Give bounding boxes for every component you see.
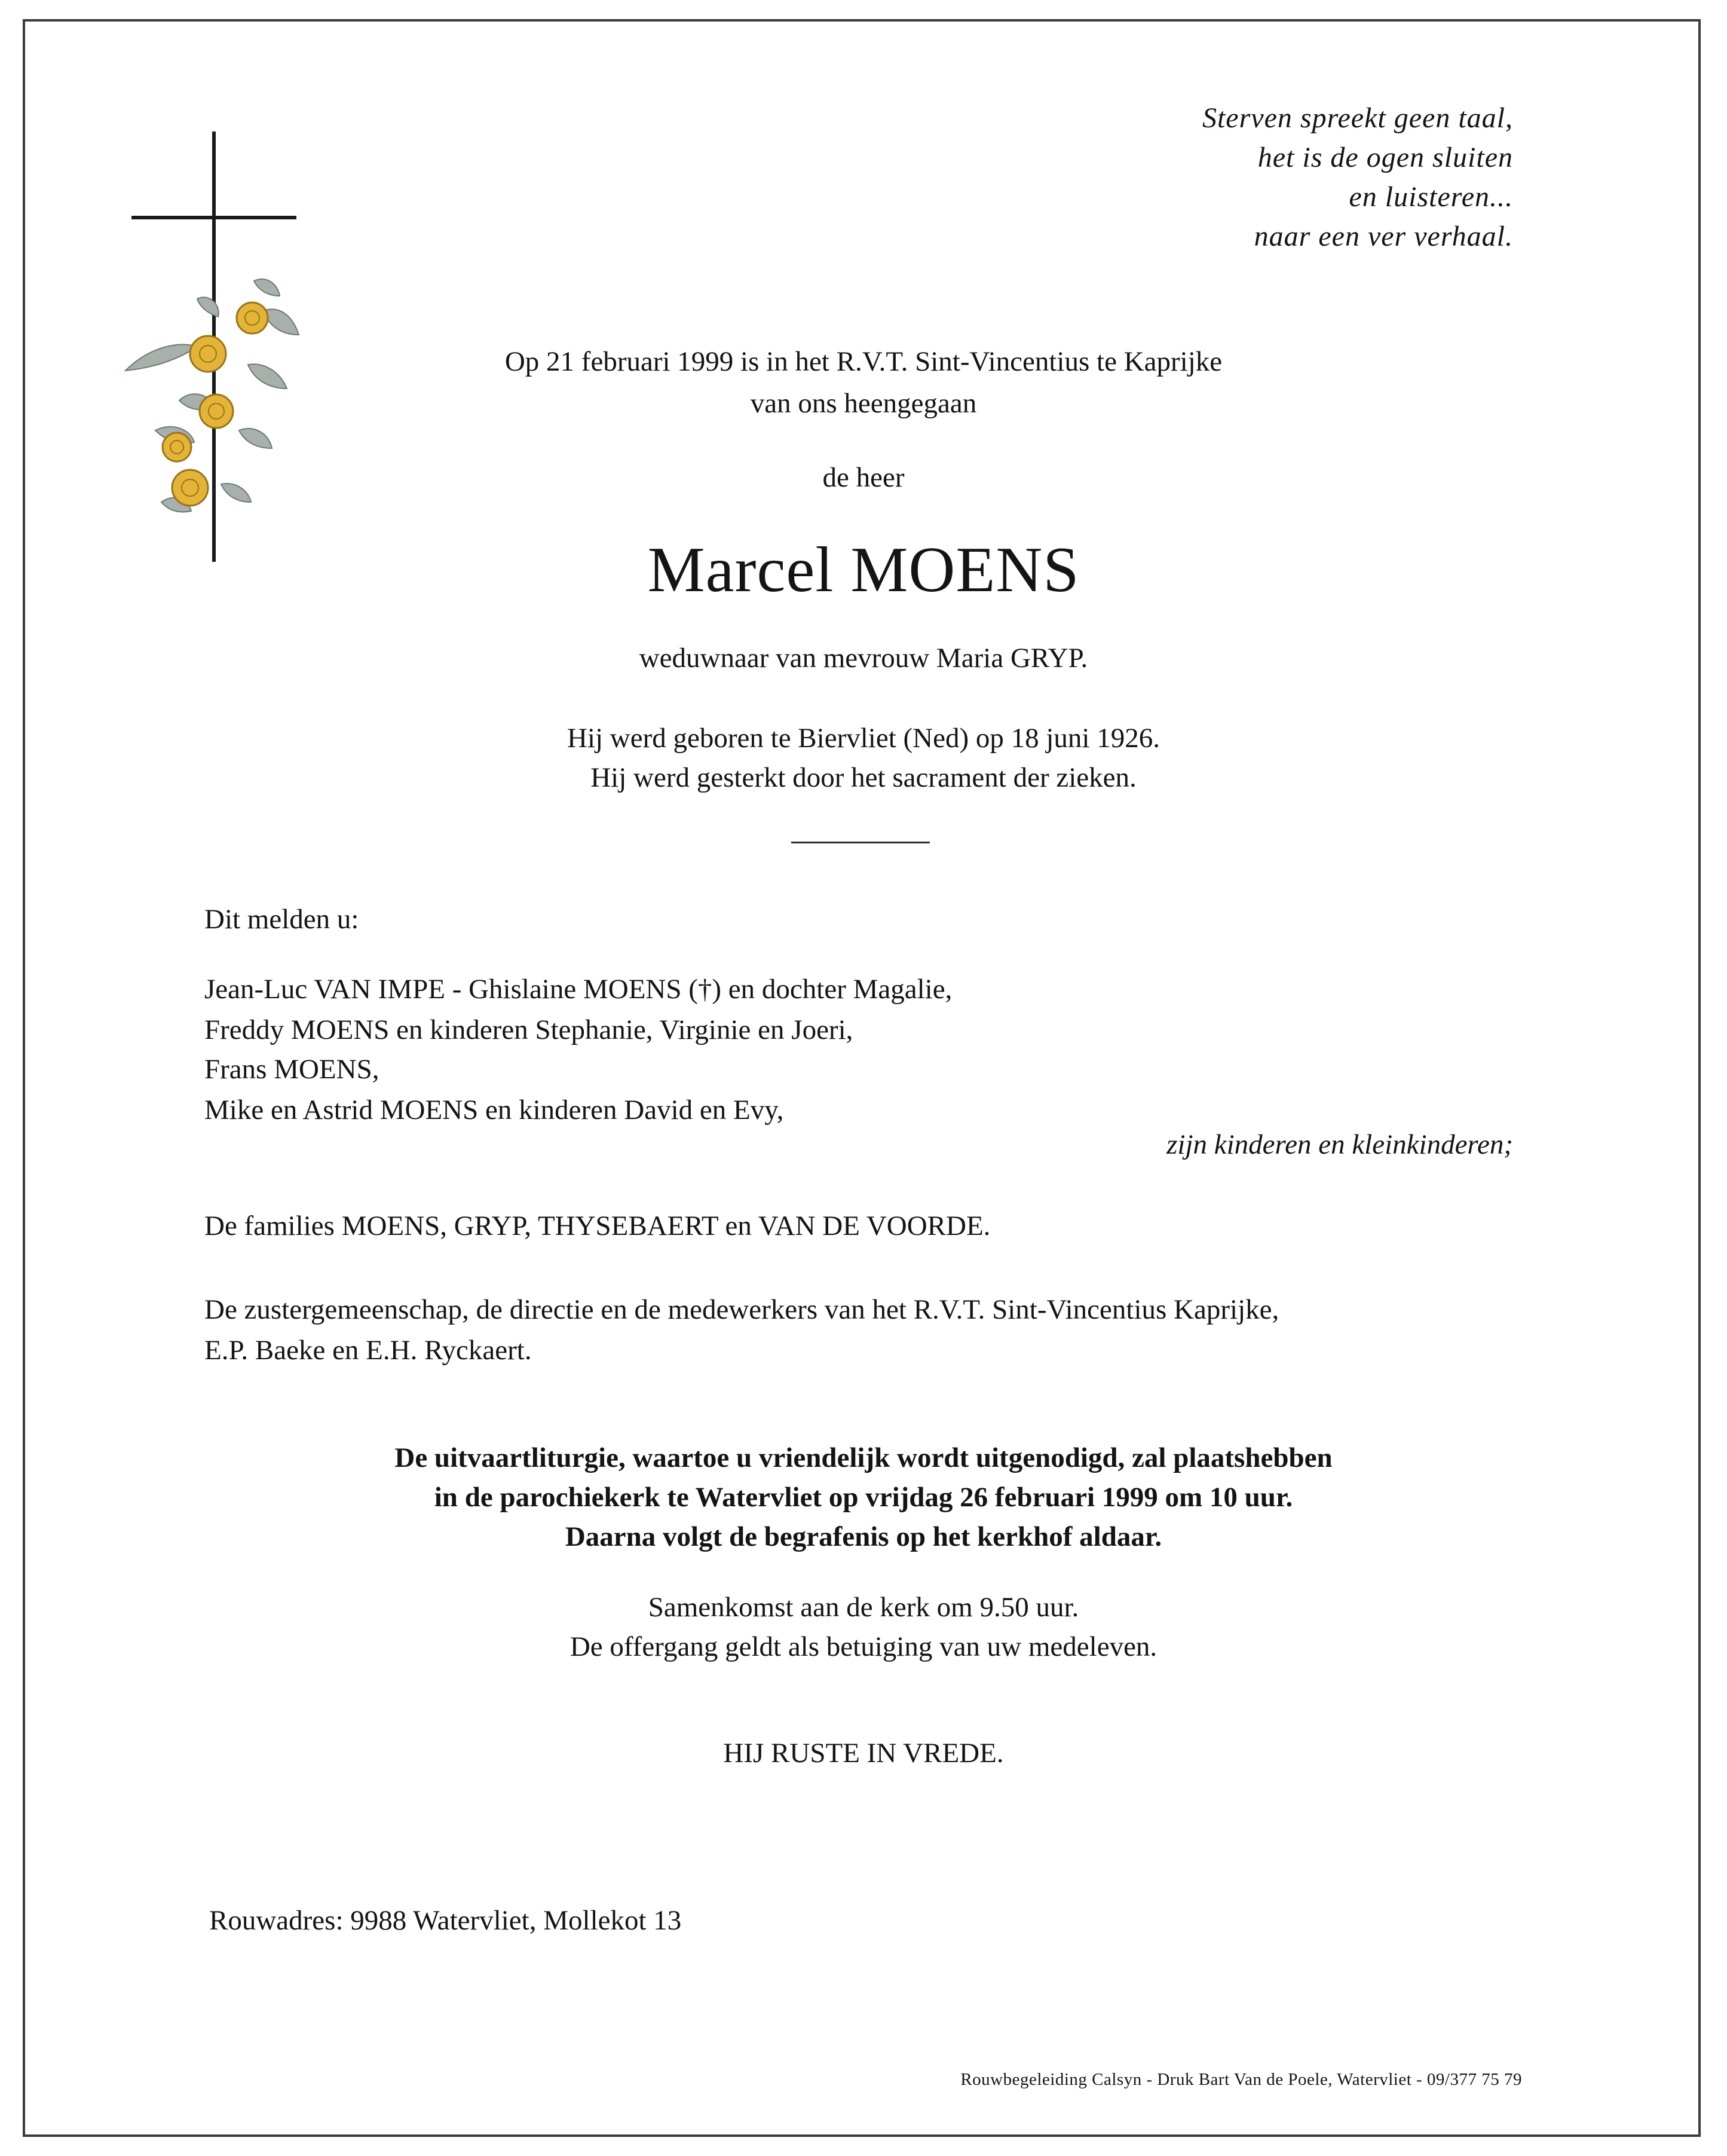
announcement-title: de heer (822, 462, 905, 493)
poem-line: naar een ver verhaal. (1254, 221, 1513, 252)
mourning-address: Rouwadres: 9988 Watervliet, Mollekot 13 (209, 1905, 682, 1936)
poem (1202, 99, 1513, 256)
funeral-line1: De uitvaartliturgie, waartoe u vriendelijk wordt uitgenodigd, zal plaatshebben (394, 1442, 1333, 1473)
poem-line: en luisteren... (1349, 181, 1513, 213)
families-line: De families MOENS, GRYP, THYSEBAERT en VAN DE VOORDE. (204, 1210, 991, 1241)
announcement-line1: Op 21 februari 1999 is in het R.V.T. Sint-Vincentius te Kaprijke (504, 346, 1223, 377)
community-line1: De zustergemeenschap, de directie en de medewerkers van het R.V.T. Sint-Vincentius Kaprijke, (204, 1294, 1279, 1325)
funeral-line2: in de parochiekerk te Watervliet op vrijdag 26 februari 1999 om 10 uur. (434, 1482, 1293, 1513)
gathering-line: Samenkomst aan de kerk om 9.50 uur. (648, 1592, 1079, 1623)
funeral-line3: Daarna volgt de begrafenis op het kerkhof aldaar. (565, 1521, 1162, 1552)
rest-in-peace: HIJ RUSTE IN VREDE. (723, 1738, 1004, 1769)
deceased-name: Marcel MOENS (647, 534, 1080, 605)
announcement-line2: van ons heengegaan (750, 388, 977, 419)
poem-line: het is de ogen sluiten (1257, 142, 1513, 173)
offering-line: De offergang geldt als betuiging van uw medeleven. (569, 1631, 1158, 1662)
family-intro: Dit melden u: (204, 904, 359, 935)
widower-line: weduwnaar van mevrouw Maria GRYP. (639, 643, 1088, 674)
family-child: Jean-Luc VAN IMPE - Ghislaine MOENS (†) en dochter Magalie, (204, 974, 953, 1005)
poem-line: Sterven spreekt geen taal, (1202, 102, 1513, 134)
family-child: Frans MOENS, (204, 1054, 379, 1085)
children-label: zijn kinderen en kleinkinderen; (1166, 1129, 1513, 1160)
family-child: Freddy MOENS en kinderen Stephanie, Virginie en Joeri, (204, 1014, 853, 1045)
separator-line (791, 842, 930, 843)
family-child: Mike en Astrid MOENS en kinderen David en Evy, (204, 1094, 784, 1126)
footer-credits: Rouwbegeleiding Calsyn - Druk Bart Van de Poele, Watervliet - 09/377 75 79 (960, 2070, 1522, 2089)
sacrament-line: Hij werd gesterkt door het sacrament der zieken. (590, 762, 1137, 793)
community-line2: E.P. Baeke en E.H. Ryckaert. (204, 1335, 532, 1366)
birth-line: Hij werd geboren te Biervliet (Ned) op 18 juni 1926. (567, 723, 1160, 754)
